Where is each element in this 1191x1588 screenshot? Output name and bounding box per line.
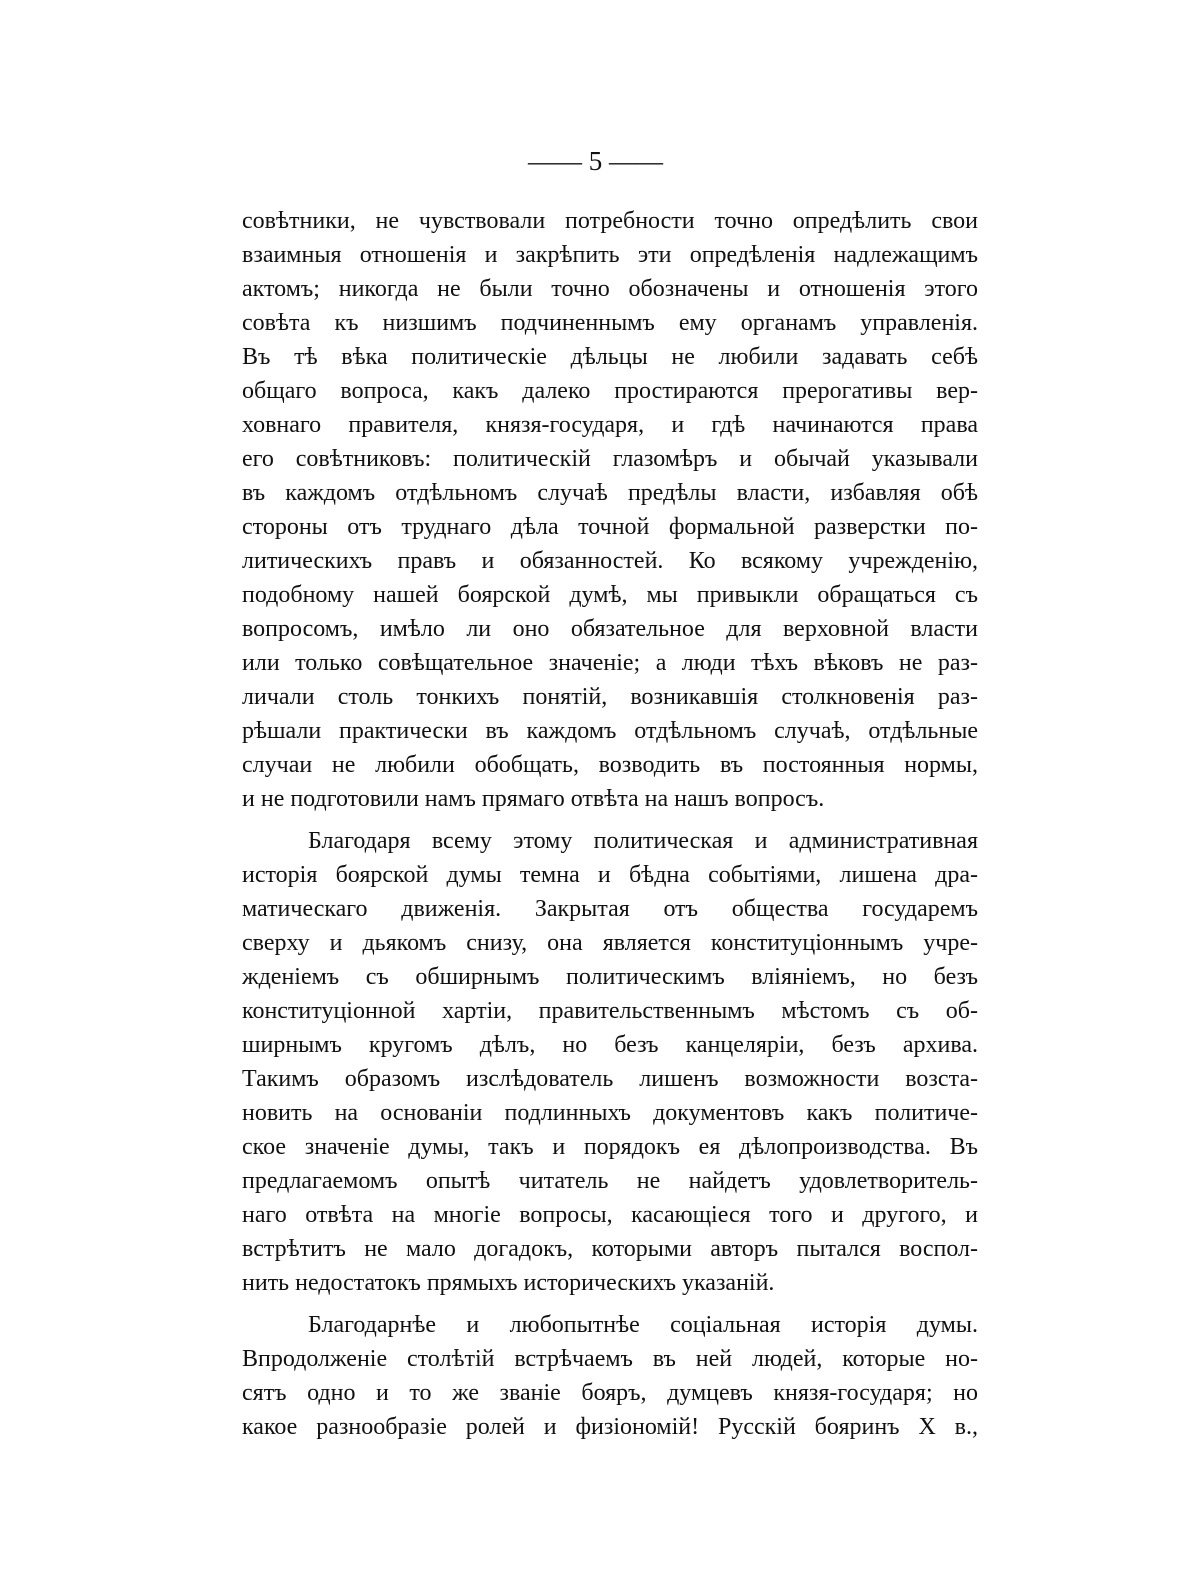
text-line: литическихъ правъ и обязанностей. Ко всякому учрежденію,: [242, 548, 978, 574]
text-line: совѣта къ низшимъ подчиненнымъ ему органамъ управленія.: [242, 310, 978, 336]
text-line: ховнаго правителя, князя-государя, и гдѣ начинаются права: [242, 412, 978, 438]
text-line: или только совѣщательное значеніе; а люди тѣхъ вѣковъ не раз-: [242, 650, 978, 676]
text-line: Такимъ образомъ изслѣдователь лишенъ возможности возста-: [242, 1066, 978, 1092]
text-line: общаго вопроса, какъ далеко простираются прерогативы вер-: [242, 378, 978, 404]
text-line: Благодаря всему этому политическая и административная: [308, 828, 978, 854]
text-line: встрѣтитъ не мало догадокъ, которыми авторъ пытался воспол-: [242, 1236, 978, 1262]
page-number: —— 5 ——: [528, 146, 663, 176]
text-line: сверху и дьякомъ снизу, она является конституціоннымъ учре-: [242, 930, 978, 956]
text-line: Впродолженіе столѣтій встрѣчаемъ въ ней людей, которые но-: [242, 1346, 978, 1372]
text-line: подобному нашей боярской думѣ, мы привыкли обращаться съ: [242, 582, 978, 608]
text-line: наго отвѣта на многіе вопросы, касающіеся того и другого, и: [242, 1202, 978, 1228]
text-line: вопросомъ, имѣло ли оно обязательное для верховной власти: [242, 616, 978, 642]
paragraph-gap: [242, 816, 978, 824]
text-line: рѣшали практически въ каждомъ отдѣльномъ случаѣ, отдѣльные: [242, 718, 978, 744]
text-line: его совѣтниковъ: политическій глазомѣръ и обычай указывали: [242, 446, 978, 472]
text-line: конституціонной хартіи, правительственнымъ мѣстомъ съ об-: [242, 998, 978, 1024]
text-line: жденіемъ съ обширнымъ политическимъ вліяніемъ, но безъ: [242, 964, 978, 990]
paragraph-2: [242, 824, 978, 1300]
text-line: новить на основаніи подлинныхъ документовъ какъ политиче-: [242, 1100, 978, 1126]
text-line: совѣтники, не чувствовали потребности точно опредѣлить свои: [242, 208, 978, 234]
text-line: личали столь тонкихъ понятій, возникавшія столкновенія раз-: [242, 684, 978, 710]
text-line: матическаго движенія. Закрытая отъ общества государемъ: [242, 896, 978, 922]
paragraph-gap: [242, 1300, 978, 1308]
text-line: актомъ; никогда не были точно обозначены и отношенія этого: [242, 276, 978, 302]
body-text: [242, 204, 978, 1444]
paragraph-3: [242, 1308, 978, 1444]
text-line: случаи не любили обобщать, возводить въ постоянныя нормы,: [242, 752, 978, 778]
text-line: нить недостатокъ прямыхъ историческихъ указаній.: [242, 1270, 775, 1296]
text-line: какое разнообразіе ролей и физіономій! Русскій бояринъ X в.,: [242, 1414, 978, 1440]
text-line: Въ тѣ вѣка политическіе дѣльцы не любили задавать себѣ: [242, 344, 978, 370]
text-line: въ каждомъ отдѣльномъ случаѣ предѣлы власти, избавляя обѣ: [242, 480, 978, 506]
text-line: сятъ одно и то же званіе бояръ, думцевъ князя-государя; но: [242, 1380, 978, 1406]
paragraph-1: [242, 204, 978, 816]
text-line: и не подготовили намъ прямаго отвѣта на нашъ вопросъ.: [242, 786, 825, 812]
text-line: исторія боярской думы темна и бѣдна событіями, лишена дра-: [242, 862, 978, 888]
text-line: ширнымъ кругомъ дѣлъ, но безъ канцеляріи, безъ архива.: [242, 1032, 978, 1058]
text-line: ское значеніе думы, такъ и порядокъ ея дѣлопроизводства. Въ: [242, 1134, 978, 1160]
text-line: стороны отъ труднаго дѣла точной формальной разверстки по-: [242, 514, 978, 540]
text-line: взаимныя отношенія и закрѣпить эти опредѣленія надлежащимъ: [242, 242, 978, 268]
text-line: предлагаемомъ опытѣ читатель не найдетъ удовлетворитель-: [242, 1168, 978, 1194]
text-line: Благодарнѣе и любопытнѣе соціальная исторія думы.: [308, 1312, 978, 1338]
